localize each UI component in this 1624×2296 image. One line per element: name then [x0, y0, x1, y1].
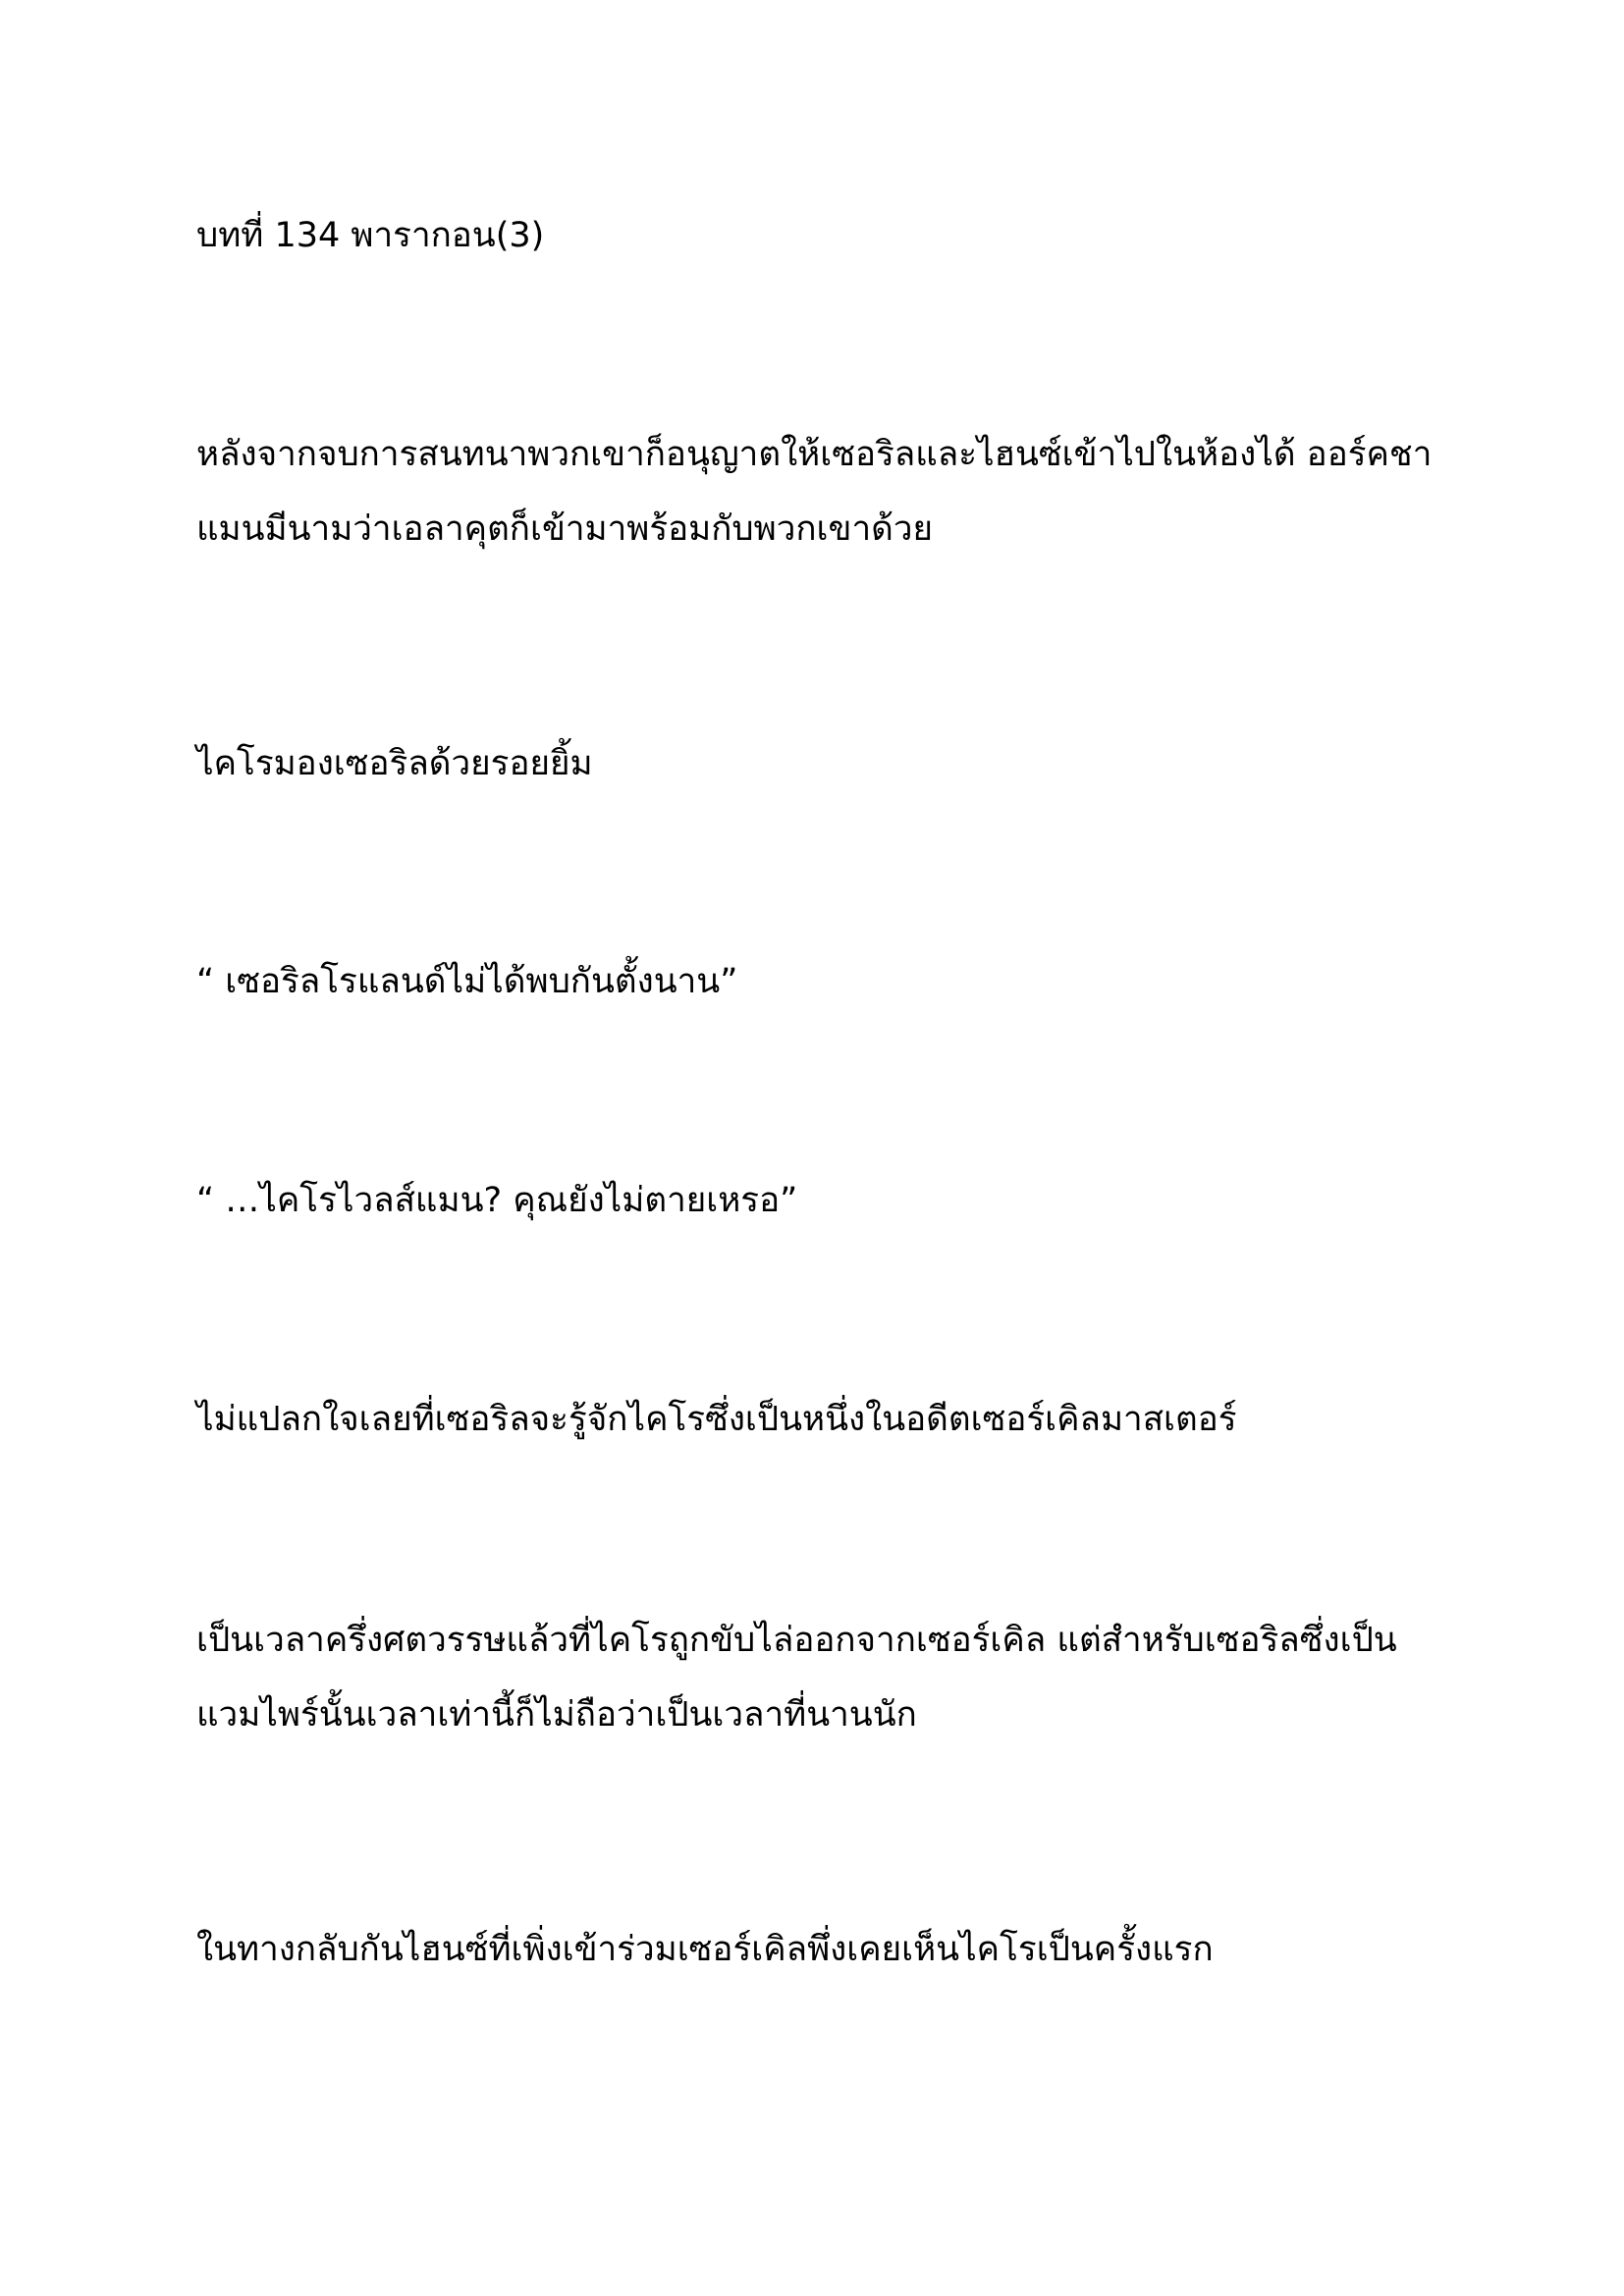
paragraph-4-dialogue	[196, 1163, 1473, 1238]
paragraph-7	[196, 1912, 1473, 1987]
paragraph-line: ไคโรมองเซอริลด้วยรอยยิ้ม	[196, 744, 593, 783]
paragraph-6	[196, 1603, 1473, 1752]
paragraph-5	[196, 1382, 1473, 1457]
heading-line: บทที่ 134 พารากอน(3)	[196, 216, 545, 255]
chapter-heading	[196, 198, 1473, 273]
paragraph-line: แวมไพร์นั้นเวลาเท่านี้ก็ไม่ถือว่าเป็นเวลาที่นานนัก	[196, 1695, 917, 1735]
paragraph-line: ไม่แปลกใจเลยที่เซอริลจะรู้จักไคโรซึ่งเป็นหนึ่งในอดีตเซอร์เคิลมาสเตอร์	[196, 1400, 1237, 1439]
paragraph-2	[196, 726, 1473, 801]
paragraph-line: เป็นเวลาครึ่งศตวรรษแล้วที่ไคโรถูกขับไล่ออกจากเซอร์เคิล แต่สำหรับเซอริลซึ่งเป็น	[196, 1621, 1397, 1660]
paragraph-line: แมนมีนามว่าเอลาคุตก็เข้ามาพร้อมกับพวกเขาด้วย	[196, 509, 933, 549]
paragraph-line: หลังจากจบการสนทนาพวกเขาก็อนุญาตให้เซอริลและไฮนซ์เข้าไปในห้องได้ ออร์คชา	[196, 435, 1433, 474]
paragraph-line: ในทางกลับกันไฮนซ์ที่เพิ่งเข้าร่วมเซอร์เคิลพึ่งเคยเห็นไคโรเป็นครั้งแรก	[196, 1930, 1214, 1969]
paragraph-line: “ เซอริลโรแลนด์ไม่ได้พบกันตั้งนาน”	[196, 962, 738, 1001]
paragraph-1	[196, 417, 1473, 566]
paragraph-line: “ …ไคโรไวลส์แมน? คุณยังไม่ตายเหรอ”	[196, 1181, 798, 1220]
paragraph-3-dialogue	[196, 944, 1473, 1019]
